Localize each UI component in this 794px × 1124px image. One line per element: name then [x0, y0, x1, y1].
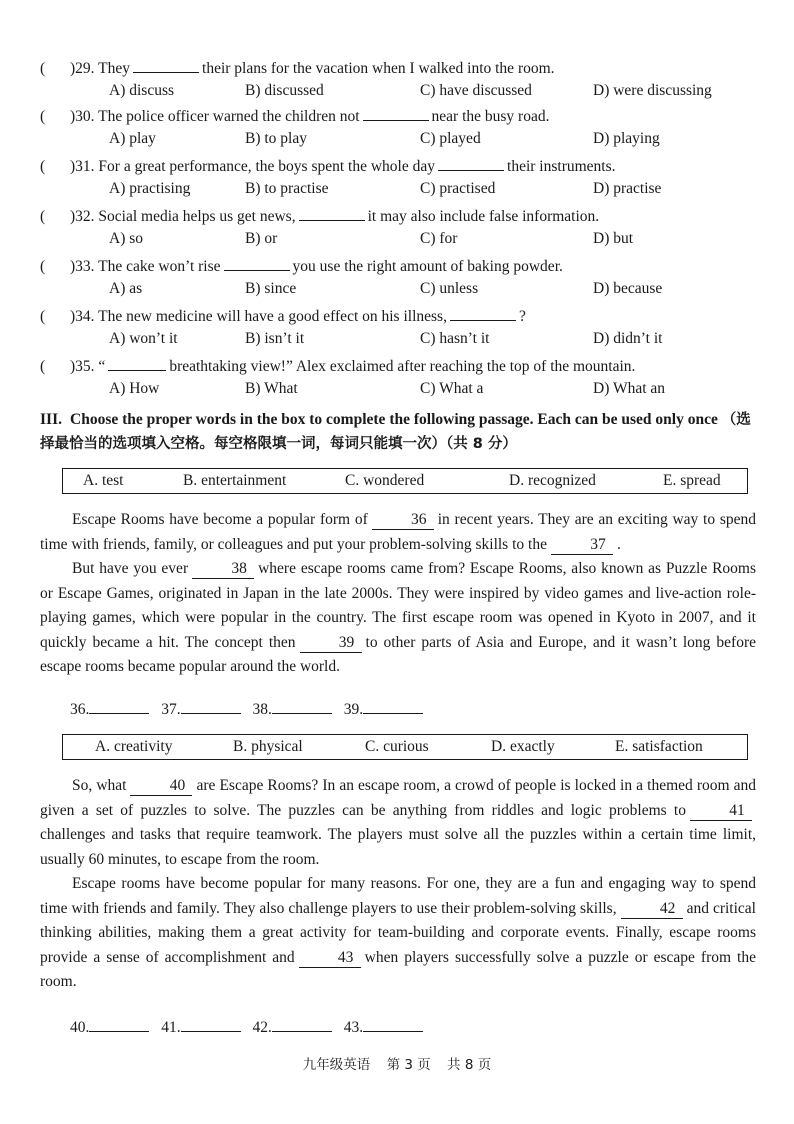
- option-a: A) play: [109, 130, 156, 147]
- word-option: B. entertainment: [183, 472, 287, 489]
- answer-blank[interactable]: [108, 356, 166, 371]
- word-option: A. test: [83, 472, 124, 489]
- option-b: B) to practise: [245, 180, 329, 197]
- option-c: C) for: [420, 230, 458, 247]
- answer-input-40[interactable]: [89, 1017, 149, 1032]
- option-d: D) didn’t it: [593, 330, 663, 347]
- word-option: D. recognized: [509, 472, 596, 489]
- blank-36[interactable]: 36: [372, 511, 434, 530]
- answer-blank[interactable]: [450, 306, 516, 321]
- option-d: D) but: [593, 230, 634, 247]
- paragraph-4: Escape rooms have become popular for many reasons. For one, they are a fun and engaging way to spend time with friends and family. They also challenge players to use their problem-solving skills, 42 and critical thinking abilities, making them a great activity for team-building and corporate events. Finally, escape rooms provide a sense of accomplishment and 43 when players successfully solve a puzzle or escape from the room.: [40, 875, 756, 990]
- option-b: B) discussed: [245, 82, 324, 99]
- option-c: C) played: [420, 130, 481, 147]
- word-option: A. creativity: [95, 738, 173, 755]
- answer-line-36-39: 36. 37. 38. 39.: [70, 699, 431, 719]
- footer-total: 共 8 页: [447, 1057, 492, 1073]
- option-d: D) What an: [593, 380, 666, 397]
- passage-part-2: [40, 774, 756, 995]
- blank-43[interactable]: 43: [299, 949, 361, 968]
- answer-input-39[interactable]: [363, 699, 423, 714]
- answer-blank[interactable]: [133, 58, 199, 73]
- option-d: D) practise: [593, 180, 662, 197]
- option-d: D) were discussing: [593, 82, 712, 99]
- paragraph-1: Escape Rooms have become a popular form of 36 in recent years. They are an exciting way to spend time with friends, family, or colleagues and put your problem-solving skills to the 37 .: [40, 511, 756, 553]
- answer-input-38[interactable]: [272, 699, 332, 714]
- word-option: D. exactly: [491, 738, 555, 755]
- page-footer: [0, 1053, 794, 1073]
- blank-40[interactable]: 40: [130, 777, 192, 796]
- option-a: A) won’t it: [109, 330, 178, 347]
- blank-38[interactable]: 38: [192, 560, 254, 579]
- option-a: A) practising: [109, 180, 191, 197]
- paragraph-3: So, what 40 are Escape Rooms? In an escape room, a crowd of people is locked in a themed room and given a set of puzzles to solve. The puzzles can be anything from riddles and logic problems to 41challenges and tasks that require teamwork. The players must solve all the puzzles within a certain time limit, usually 60 minutes, to escape from the room.: [40, 777, 757, 868]
- section-3-instruction: III. Choose the proper words in the box to complete the following passage. Each can be used only once （选择最恰当的选项填入空格。每空格限填一词，每词只能填一次）（共 8 分）: [40, 411, 751, 452]
- paragraph-2: But have you ever 38 where escape rooms came from? Escape Rooms, also known as Puzzle Rooms or Escape Games, originated in Japan in the late 2000s. They were inspired by video games and live-action role-playing games, which were popular in the country. The first escape room was opened in Kyoto in 2007, and it quickly became a hit. The concept then 39 to other parts of Asia and Europe, and it wasn’t long before escape rooms became popular around the world.: [40, 560, 756, 675]
- question-stem: ( )32. Social media helps us get news, it may also include false information.: [40, 208, 600, 225]
- option-c: C) hasn’t it: [420, 330, 490, 347]
- option-d: D) because: [593, 280, 663, 297]
- answer-blank[interactable]: [438, 156, 504, 171]
- option-b: B) since: [245, 280, 297, 297]
- question-stem: ( )31. For a great performance, the boys spent the whole day their instruments.: [40, 158, 616, 175]
- answer-input-42[interactable]: [272, 1017, 332, 1032]
- word-option: B. physical: [233, 738, 303, 755]
- passage-part-1: [40, 508, 756, 680]
- word-option: C. curious: [365, 738, 429, 755]
- option-c: C) What a: [420, 380, 484, 397]
- word-box-1: [62, 468, 748, 494]
- answer-input-43[interactable]: [363, 1017, 423, 1032]
- option-b: B) What: [245, 380, 298, 397]
- footer-page: 第 3 页: [386, 1057, 431, 1073]
- option-b: B) isn’t it: [245, 330, 305, 347]
- option-a: A) so: [109, 230, 144, 247]
- answer-blank[interactable]: [299, 206, 365, 221]
- answer-blank[interactable]: [224, 256, 290, 271]
- answer-input-41[interactable]: [181, 1017, 241, 1032]
- blank-37[interactable]: 37: [551, 536, 613, 555]
- word-box-2: [62, 734, 748, 760]
- word-option: E. satisfaction: [615, 738, 703, 755]
- option-c: C) unless: [420, 280, 479, 297]
- question-stem: ( )34. The new medicine will have a good effect on his illness, ?: [40, 308, 526, 325]
- option-a: A) discuss: [109, 82, 175, 99]
- option-b: B) to play: [245, 130, 307, 147]
- option-b: B) or: [245, 230, 278, 247]
- question-stem: ( )29. They their plans for the vacation when I walked into the room.: [40, 60, 555, 77]
- question-stem: ( )35. “ breathtaking view!” Alex exclaimed after reaching the top of the mountain.: [40, 358, 636, 375]
- option-a: A) as: [109, 280, 143, 297]
- answer-input-36[interactable]: [89, 699, 149, 714]
- option-c: C) have discussed: [420, 82, 532, 99]
- answer-line-40-43: 40. 41. 42. 43.: [70, 1017, 431, 1037]
- question-stem: ( )33. The cake won’t rise you use the right amount of baking powder.: [40, 258, 563, 275]
- blank-42[interactable]: 42: [621, 900, 683, 919]
- footer-subject: 九年级英语: [302, 1057, 371, 1073]
- word-option: C. wondered: [345, 472, 425, 489]
- answer-input-37[interactable]: [181, 699, 241, 714]
- option-a: A) How: [109, 380, 160, 397]
- option-c: C) practised: [420, 180, 496, 197]
- blank-39[interactable]: 39: [300, 634, 362, 653]
- question-stem: ( )30. The police officer warned the children not near the busy road.: [40, 108, 550, 125]
- answer-blank[interactable]: [363, 106, 429, 121]
- blank-41[interactable]: 41: [690, 802, 752, 821]
- option-d: D) playing: [593, 130, 660, 147]
- word-option: E. spread: [663, 472, 721, 489]
